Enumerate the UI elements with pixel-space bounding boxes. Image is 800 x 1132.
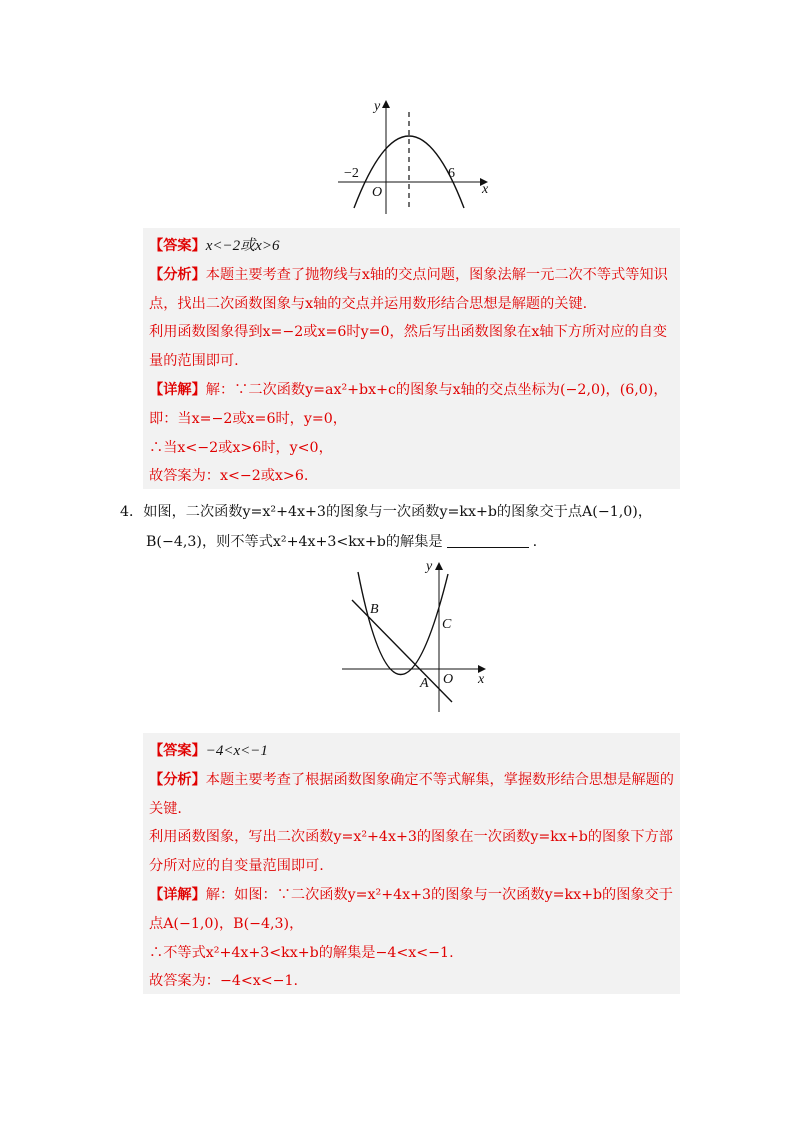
detail-line-1 xyxy=(149,376,676,405)
y-axis-arrow xyxy=(435,562,443,570)
solution-box-1 xyxy=(143,228,680,489)
x-axis-label: x xyxy=(482,182,489,197)
question-end-period: . xyxy=(532,534,538,550)
tick-label-neg2: −2 xyxy=(344,166,359,181)
analysis-text-1: 本题主要考查了抛物线与x轴的交点问题，图象法解一元二次不等式等知识点，找出二次函数图象与x轴的交点并运用数形结合思想是解题的关键. xyxy=(149,266,668,312)
answer-text: x<−2或x>6 xyxy=(205,238,280,254)
x-axis-label: x xyxy=(478,672,485,687)
origin-label: O xyxy=(443,672,454,687)
y-axis-label: y xyxy=(426,559,433,574)
answer-line xyxy=(149,232,676,261)
detail-line-1 xyxy=(149,881,676,939)
question-4-line-1 xyxy=(120,497,652,527)
analysis-line-1 xyxy=(149,261,676,319)
question-text-1: 如图，二次函数y=x²+4x+3的图象与一次函数y=kx+b的图象交于点A(−1,0)， xyxy=(143,504,653,520)
analysis-tag: 【分析】 xyxy=(149,266,206,283)
parabola-line-figure-2 xyxy=(336,556,496,716)
detail-tag: 【详解】 xyxy=(149,381,206,398)
analysis-line-2: 利用函数图象，写出二次函数y=x²+4x+3的图象在一次函数y=kx+b的图象下方部分所对应的自变量范围即可. xyxy=(149,829,673,875)
answer-blank xyxy=(447,533,529,548)
question-text-2: B(−4,3)，则不等式x²+4x+3<kx+b的解集是 xyxy=(146,534,443,550)
parabola-curve xyxy=(358,572,448,675)
point-B-label: B xyxy=(370,602,379,617)
question-4-line-2 xyxy=(146,527,537,557)
detail-line-3: 故答案为：−4<x<−1. xyxy=(149,973,299,990)
analysis-tag: 【分析】 xyxy=(149,771,206,788)
point-A-label: A xyxy=(420,676,429,691)
detail-line-2: ∴不等式x²+4x+3<kx+b的解集是−4<x<−1. xyxy=(149,944,454,961)
answer-line xyxy=(149,737,676,766)
parabola-figure-1 xyxy=(330,92,500,218)
answer-tag: 【答案】 xyxy=(149,238,206,254)
detail-text-1: 解：如图：∵二次函数y=x²+4x+3的图象与一次函数y=kx+b的图象交于点A(−1,0)，B(−4,3)， xyxy=(149,886,673,932)
y-axis-arrow xyxy=(382,100,390,108)
question-number: 4． xyxy=(120,504,144,520)
origin-label: O xyxy=(372,185,383,200)
detail-line-4: 故答案为：x<−2或x>6. xyxy=(149,468,309,485)
answer-text: −4<x<−1 xyxy=(205,743,268,759)
detail-line-3: ∴当x<−2或x>6时，y<0， xyxy=(149,439,333,456)
y-axis-label: y xyxy=(374,99,381,114)
analysis-line-1 xyxy=(149,766,676,824)
tick-label-6: 6 xyxy=(448,166,455,181)
detail-text-1: 解：∵二次函数y=ax²+bx+c的图象与x轴的交点坐标为(−2,0)，(6,0)， xyxy=(205,381,668,398)
solution-box-2 xyxy=(143,733,680,994)
analysis-line-2: 利用函数图象得到x=−2或x=6时y=0，然后写出函数图象在x轴下方所对应的自变量的范围即可. xyxy=(149,324,668,370)
detail-tag: 【详解】 xyxy=(149,886,206,903)
point-C-label: C xyxy=(442,617,452,632)
answer-tag: 【答案】 xyxy=(149,743,206,759)
detail-line-2: 即：当x=−2或x=6时，y=0， xyxy=(149,410,347,427)
analysis-text-1: 本题主要考查了根据函数图象确定不等式解集，掌握数形结合思想是解题的关键. xyxy=(149,771,674,817)
